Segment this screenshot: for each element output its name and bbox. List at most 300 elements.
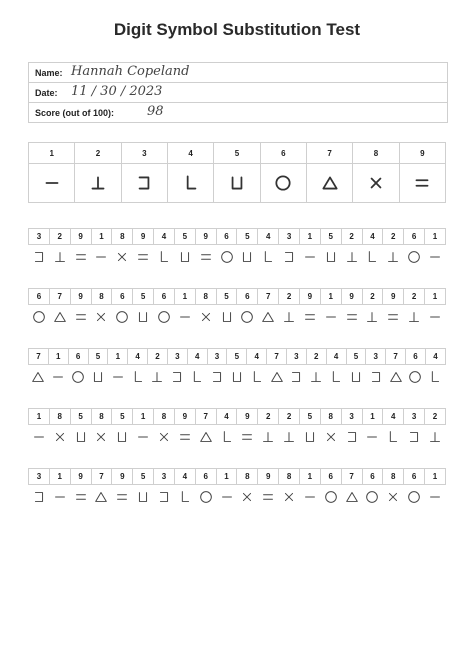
key-symbol bbox=[399, 164, 445, 203]
grid-digit: 5 bbox=[133, 289, 154, 305]
score-label: Score (out of 100): bbox=[35, 108, 115, 118]
ell-icon bbox=[130, 369, 146, 385]
answer-cell[interactable] bbox=[112, 305, 133, 330]
perp-icon bbox=[52, 249, 68, 265]
grid-digit: 1 bbox=[362, 409, 383, 425]
answer-cell[interactable] bbox=[306, 365, 326, 390]
dash-icon bbox=[135, 429, 151, 445]
key-symbol bbox=[353, 164, 399, 203]
answer-cell[interactable] bbox=[425, 305, 446, 330]
grid-digit: 2 bbox=[383, 229, 404, 245]
grid-digit: 6 bbox=[404, 469, 425, 485]
answer-cell[interactable] bbox=[154, 305, 175, 330]
circle-icon bbox=[364, 489, 380, 505]
perp-icon bbox=[149, 369, 165, 385]
ell-icon bbox=[189, 369, 205, 385]
answer-cell[interactable] bbox=[49, 425, 70, 450]
answer-cell[interactable] bbox=[112, 245, 133, 270]
answer-cell[interactable] bbox=[174, 305, 195, 330]
grid-digit: 1 bbox=[425, 229, 446, 245]
answer-grid bbox=[28, 348, 446, 389]
cup-icon bbox=[239, 249, 255, 265]
answer-cell[interactable] bbox=[154, 425, 175, 450]
grid-answer-row bbox=[29, 245, 446, 270]
answer-cell[interactable] bbox=[406, 365, 426, 390]
answer-cell[interactable] bbox=[91, 245, 112, 270]
answer-cell[interactable] bbox=[386, 365, 406, 390]
grid-digit: 1 bbox=[425, 469, 446, 485]
grid-digit: 9 bbox=[299, 289, 320, 305]
grid-digit: 4 bbox=[425, 349, 445, 365]
perp-icon bbox=[344, 249, 360, 265]
answer-cell[interactable] bbox=[366, 365, 386, 390]
equals-icon bbox=[73, 309, 89, 325]
date-row bbox=[29, 83, 447, 103]
grid-digit: 5 bbox=[320, 229, 341, 245]
cup-icon bbox=[227, 173, 247, 193]
cup-icon bbox=[73, 429, 89, 445]
date-field[interactable]: 11 / 30 / 2023 bbox=[71, 84, 163, 99]
grid-digit: 5 bbox=[216, 289, 237, 305]
grid-digit: 6 bbox=[29, 289, 50, 305]
answer-cell[interactable] bbox=[227, 365, 247, 390]
answer-cell[interactable] bbox=[362, 425, 383, 450]
triangle-icon bbox=[198, 429, 214, 445]
answer-cell[interactable] bbox=[49, 485, 70, 510]
cross-icon bbox=[93, 309, 109, 325]
dash-icon bbox=[177, 309, 193, 325]
answer-cell[interactable] bbox=[216, 245, 237, 270]
key-digit: 7 bbox=[306, 143, 352, 164]
bracket-right-icon bbox=[156, 489, 172, 505]
answer-cell[interactable] bbox=[49, 245, 70, 270]
answer-cell[interactable] bbox=[133, 245, 154, 270]
answer-cell[interactable] bbox=[70, 245, 91, 270]
ell-icon bbox=[156, 249, 172, 265]
ell-icon bbox=[260, 249, 276, 265]
answer-cell[interactable] bbox=[362, 305, 383, 330]
name-field[interactable]: Hannah Copeland bbox=[71, 64, 190, 79]
grid-digit: 8 bbox=[195, 289, 216, 305]
info-box bbox=[28, 62, 448, 123]
grid-digit-row bbox=[29, 469, 446, 485]
cup-icon bbox=[302, 429, 318, 445]
answer-cell[interactable] bbox=[195, 485, 216, 510]
answer-cell[interactable] bbox=[425, 365, 445, 390]
answer-cell[interactable] bbox=[154, 485, 175, 510]
answer-cell[interactable] bbox=[91, 485, 112, 510]
grid-digit: 2 bbox=[258, 409, 279, 425]
answer-cell[interactable] bbox=[362, 485, 383, 510]
grid-digit: 9 bbox=[383, 289, 404, 305]
date-label: Date: bbox=[35, 88, 58, 98]
answer-cell[interactable] bbox=[279, 245, 300, 270]
ell-icon bbox=[385, 429, 401, 445]
answer-cell[interactable] bbox=[48, 365, 68, 390]
bracket-right-icon bbox=[31, 489, 47, 505]
grid-digit: 2 bbox=[341, 229, 362, 245]
answer-cell[interactable] bbox=[383, 425, 404, 450]
cup-icon bbox=[135, 309, 151, 325]
answer-cell[interactable] bbox=[341, 305, 362, 330]
answer-cell[interactable] bbox=[237, 245, 258, 270]
ell-icon bbox=[219, 429, 235, 445]
grid-digit: 3 bbox=[207, 349, 227, 365]
grid-digit: 2 bbox=[49, 229, 70, 245]
cup-icon bbox=[348, 369, 364, 385]
grid-digit: 5 bbox=[174, 229, 195, 245]
circle-icon bbox=[323, 489, 339, 505]
grid-digit: 3 bbox=[154, 469, 175, 485]
equals-icon bbox=[73, 249, 89, 265]
answer-cell[interactable] bbox=[174, 425, 195, 450]
grid-digit: 3 bbox=[279, 229, 300, 245]
answer-cell[interactable] bbox=[70, 425, 91, 450]
key-symbol bbox=[214, 164, 260, 203]
grid-digit: 9 bbox=[70, 229, 91, 245]
key-digit: 6 bbox=[260, 143, 306, 164]
cross-icon bbox=[239, 489, 255, 505]
dash-icon bbox=[364, 429, 380, 445]
grid-digit: 4 bbox=[362, 229, 383, 245]
ell-icon bbox=[364, 249, 380, 265]
grid-digit: 7 bbox=[49, 289, 70, 305]
answer-cell[interactable] bbox=[346, 365, 366, 390]
answer-cell[interactable] bbox=[112, 425, 133, 450]
grid-digit: 3 bbox=[29, 469, 50, 485]
answer-cell[interactable] bbox=[258, 425, 279, 450]
grid-digit: 9 bbox=[237, 409, 258, 425]
answer-cell[interactable] bbox=[148, 365, 168, 390]
grid-digit: 4 bbox=[154, 229, 175, 245]
grid-digit: 8 bbox=[237, 469, 258, 485]
name-label: Name: bbox=[35, 68, 63, 78]
grid-digit: 1 bbox=[48, 349, 68, 365]
perp-icon bbox=[308, 369, 324, 385]
cup-icon bbox=[90, 369, 106, 385]
grid-answer-row bbox=[29, 365, 446, 390]
grid-digit: 5 bbox=[227, 349, 247, 365]
grid-digit: 9 bbox=[174, 409, 195, 425]
perp-icon bbox=[281, 429, 297, 445]
grid-digit: 6 bbox=[237, 289, 258, 305]
answer-cell[interactable] bbox=[154, 245, 175, 270]
dash-icon bbox=[93, 249, 109, 265]
grid-digit: 6 bbox=[112, 289, 133, 305]
equals-icon bbox=[135, 249, 151, 265]
circle-icon bbox=[198, 489, 214, 505]
answer-cell[interactable] bbox=[216, 305, 237, 330]
answer-cell[interactable] bbox=[174, 245, 195, 270]
answer-cell[interactable] bbox=[279, 305, 300, 330]
grid-digit: 1 bbox=[299, 229, 320, 245]
grid-digit: 1 bbox=[320, 289, 341, 305]
equals-icon bbox=[239, 429, 255, 445]
grid-digit: 4 bbox=[187, 349, 207, 365]
answer-cell[interactable] bbox=[88, 365, 108, 390]
bracket-right-icon bbox=[134, 173, 154, 193]
answer-cell[interactable] bbox=[320, 485, 341, 510]
triangle-icon bbox=[269, 369, 285, 385]
key-symbol-row bbox=[29, 164, 446, 203]
key-digit: 3 bbox=[121, 143, 167, 164]
grid-digit: 8 bbox=[320, 409, 341, 425]
answer-cell[interactable] bbox=[258, 305, 279, 330]
dash-icon bbox=[50, 369, 66, 385]
score-row bbox=[29, 103, 447, 122]
answer-cell[interactable] bbox=[187, 365, 207, 390]
equals-icon bbox=[412, 173, 432, 193]
answer-cell[interactable] bbox=[341, 245, 362, 270]
circle-icon bbox=[156, 309, 172, 325]
triangle-icon bbox=[52, 309, 68, 325]
grid-digit: 4 bbox=[247, 349, 267, 365]
cross-icon bbox=[366, 173, 386, 193]
grid-digit: 1 bbox=[299, 469, 320, 485]
answer-cell[interactable] bbox=[320, 425, 341, 450]
grid-digit: 5 bbox=[112, 409, 133, 425]
dash-icon bbox=[31, 429, 47, 445]
grid-digit: 6 bbox=[362, 469, 383, 485]
grid-digit: 9 bbox=[70, 469, 91, 485]
cup-icon bbox=[323, 249, 339, 265]
triangle-icon bbox=[320, 173, 340, 193]
grid-digit: 4 bbox=[383, 409, 404, 425]
answer-cell[interactable] bbox=[320, 305, 341, 330]
answer-cell[interactable] bbox=[29, 245, 50, 270]
grid-digit: 7 bbox=[267, 349, 287, 365]
answer-cell[interactable] bbox=[299, 245, 320, 270]
perp-icon bbox=[88, 173, 108, 193]
grid-digit: 2 bbox=[306, 349, 326, 365]
answer-cell[interactable] bbox=[91, 305, 112, 330]
answer-cell[interactable] bbox=[425, 485, 446, 510]
grid-digit-row bbox=[29, 289, 446, 305]
grid-digit: 6 bbox=[216, 229, 237, 245]
dash-icon bbox=[323, 309, 339, 325]
answer-cell[interactable] bbox=[128, 365, 148, 390]
grid-digit: 1 bbox=[49, 469, 70, 485]
page-title: Digit Symbol Substitution Test bbox=[113, 20, 361, 39]
answer-cell[interactable] bbox=[404, 305, 425, 330]
answer-cell[interactable] bbox=[279, 485, 300, 510]
answer-cell[interactable] bbox=[195, 425, 216, 450]
answer-cell[interactable] bbox=[29, 485, 50, 510]
cross-icon bbox=[114, 249, 130, 265]
equals-icon bbox=[302, 309, 318, 325]
dash-icon bbox=[110, 369, 126, 385]
grid-digit: 7 bbox=[258, 289, 279, 305]
grid-answer-row bbox=[29, 485, 446, 510]
key-symbol bbox=[29, 164, 75, 203]
grid-digit: 1 bbox=[108, 349, 128, 365]
ell-icon bbox=[249, 369, 265, 385]
equals-icon bbox=[385, 309, 401, 325]
grid-digit: 1 bbox=[133, 409, 154, 425]
answer-cell[interactable] bbox=[341, 485, 362, 510]
grid-digit: 2 bbox=[279, 409, 300, 425]
grid-digit: 9 bbox=[70, 289, 91, 305]
bracket-right-icon bbox=[209, 369, 225, 385]
cross-icon bbox=[281, 489, 297, 505]
answer-cell[interactable] bbox=[320, 245, 341, 270]
key-symbol bbox=[75, 164, 121, 203]
grid-digit: 3 bbox=[366, 349, 386, 365]
key-symbol bbox=[260, 164, 306, 203]
score-field[interactable]: 98 bbox=[147, 104, 164, 119]
answer-cell[interactable] bbox=[216, 425, 237, 450]
answer-cell[interactable] bbox=[258, 485, 279, 510]
grid-answer-row bbox=[29, 425, 446, 450]
answer-cell[interactable] bbox=[383, 305, 404, 330]
grid-digit: 9 bbox=[112, 469, 133, 485]
answer-cell[interactable] bbox=[133, 425, 154, 450]
answer-cell[interactable] bbox=[29, 425, 50, 450]
cross-icon bbox=[156, 429, 172, 445]
cup-icon bbox=[219, 309, 235, 325]
answer-cell[interactable] bbox=[237, 425, 258, 450]
grid-digit: 6 bbox=[195, 469, 216, 485]
answer-cell[interactable] bbox=[404, 425, 425, 450]
answer-grid bbox=[28, 408, 446, 449]
perp-icon bbox=[406, 309, 422, 325]
answer-cell[interactable] bbox=[383, 485, 404, 510]
answer-cell[interactable] bbox=[299, 425, 320, 450]
answer-cell[interactable] bbox=[133, 485, 154, 510]
grid-digit: 8 bbox=[91, 289, 112, 305]
key-digit: 8 bbox=[353, 143, 399, 164]
answer-cell[interactable] bbox=[29, 365, 49, 390]
grid-digit: 4 bbox=[326, 349, 346, 365]
answer-cell[interactable] bbox=[91, 425, 112, 450]
answer-cell[interactable] bbox=[133, 305, 154, 330]
answer-cell[interactable] bbox=[167, 365, 187, 390]
grid-digit: 1 bbox=[91, 229, 112, 245]
perp-icon bbox=[385, 249, 401, 265]
grid-digit: 6 bbox=[406, 349, 426, 365]
cross-icon bbox=[93, 429, 109, 445]
answer-cell[interactable] bbox=[70, 485, 91, 510]
grid-digit: 2 bbox=[362, 289, 383, 305]
answer-cell[interactable] bbox=[326, 365, 346, 390]
answer-cell[interactable] bbox=[258, 245, 279, 270]
answer-cell[interactable] bbox=[404, 245, 425, 270]
dash-icon bbox=[219, 489, 235, 505]
equals-icon bbox=[344, 309, 360, 325]
key-digit-row bbox=[29, 143, 446, 164]
grid-digit: 3 bbox=[341, 409, 362, 425]
grid-digit: 2 bbox=[148, 349, 168, 365]
answer-cell[interactable] bbox=[195, 245, 216, 270]
grid-digit: 1 bbox=[425, 289, 446, 305]
dash-icon bbox=[427, 489, 443, 505]
bracket-right-icon bbox=[288, 369, 304, 385]
grid-digit-row bbox=[29, 409, 446, 425]
answer-grid bbox=[28, 288, 446, 329]
equals-icon bbox=[198, 249, 214, 265]
equals-icon bbox=[177, 429, 193, 445]
answer-cell[interactable] bbox=[279, 425, 300, 450]
answer-cell[interactable] bbox=[68, 365, 88, 390]
equals-icon bbox=[114, 489, 130, 505]
grid-digit: 5 bbox=[346, 349, 366, 365]
answer-cell[interactable] bbox=[108, 365, 128, 390]
dash-icon bbox=[52, 489, 68, 505]
perp-icon bbox=[281, 309, 297, 325]
bracket-right-icon bbox=[169, 369, 185, 385]
grid-digit: 8 bbox=[91, 409, 112, 425]
circle-icon bbox=[407, 369, 423, 385]
cross-icon bbox=[385, 489, 401, 505]
grid-digit: 5 bbox=[133, 469, 154, 485]
answer-cell[interactable] bbox=[299, 305, 320, 330]
answer-cell[interactable] bbox=[341, 425, 362, 450]
grid-digit-row bbox=[29, 349, 446, 365]
bracket-right-icon bbox=[368, 369, 384, 385]
answer-cell[interactable] bbox=[299, 485, 320, 510]
answer-cell[interactable] bbox=[286, 365, 306, 390]
answer-cell[interactable] bbox=[267, 365, 287, 390]
answer-cell[interactable] bbox=[49, 305, 70, 330]
equals-icon bbox=[260, 489, 276, 505]
answer-cell[interactable] bbox=[404, 485, 425, 510]
answer-cell[interactable] bbox=[216, 485, 237, 510]
answer-cell[interactable] bbox=[237, 305, 258, 330]
answer-cell[interactable] bbox=[425, 245, 446, 270]
answer-cell[interactable] bbox=[174, 485, 195, 510]
grid-digit: 4 bbox=[174, 469, 195, 485]
circle-icon bbox=[273, 173, 293, 193]
grid-digit: 4 bbox=[128, 349, 148, 365]
circle-icon bbox=[406, 249, 422, 265]
symbol-key bbox=[28, 142, 446, 203]
answer-cell[interactable] bbox=[70, 305, 91, 330]
grid-answer-row bbox=[29, 305, 446, 330]
answer-cell[interactable] bbox=[383, 245, 404, 270]
circle-icon bbox=[31, 309, 47, 325]
answer-cell[interactable] bbox=[29, 305, 50, 330]
grid-digit: 6 bbox=[320, 469, 341, 485]
cross-icon bbox=[52, 429, 68, 445]
grid-digit: 8 bbox=[49, 409, 70, 425]
triangle-icon bbox=[388, 369, 404, 385]
bracket-right-icon bbox=[281, 249, 297, 265]
dash-icon bbox=[302, 489, 318, 505]
answer-cell[interactable] bbox=[425, 425, 446, 450]
grid-digit: 6 bbox=[154, 289, 175, 305]
equals-icon bbox=[73, 489, 89, 505]
grid-digit: 8 bbox=[279, 469, 300, 485]
grid-digit: 7 bbox=[195, 409, 216, 425]
answer-cell[interactable] bbox=[207, 365, 227, 390]
grid-digit: 3 bbox=[167, 349, 187, 365]
answer-cell[interactable] bbox=[112, 485, 133, 510]
grid-digit: 1 bbox=[216, 469, 237, 485]
answer-cell[interactable] bbox=[195, 305, 216, 330]
grid-digit: 7 bbox=[29, 349, 49, 365]
key-symbol bbox=[121, 164, 167, 203]
grid-digit: 5 bbox=[88, 349, 108, 365]
grid-digit: 7 bbox=[386, 349, 406, 365]
answer-cell[interactable] bbox=[247, 365, 267, 390]
answer-cell[interactable] bbox=[237, 485, 258, 510]
key-digit: 2 bbox=[75, 143, 121, 164]
triangle-icon bbox=[30, 369, 46, 385]
answer-cell[interactable] bbox=[362, 245, 383, 270]
grid-digit-row bbox=[29, 229, 446, 245]
dash-icon bbox=[427, 309, 443, 325]
dash-icon bbox=[427, 249, 443, 265]
